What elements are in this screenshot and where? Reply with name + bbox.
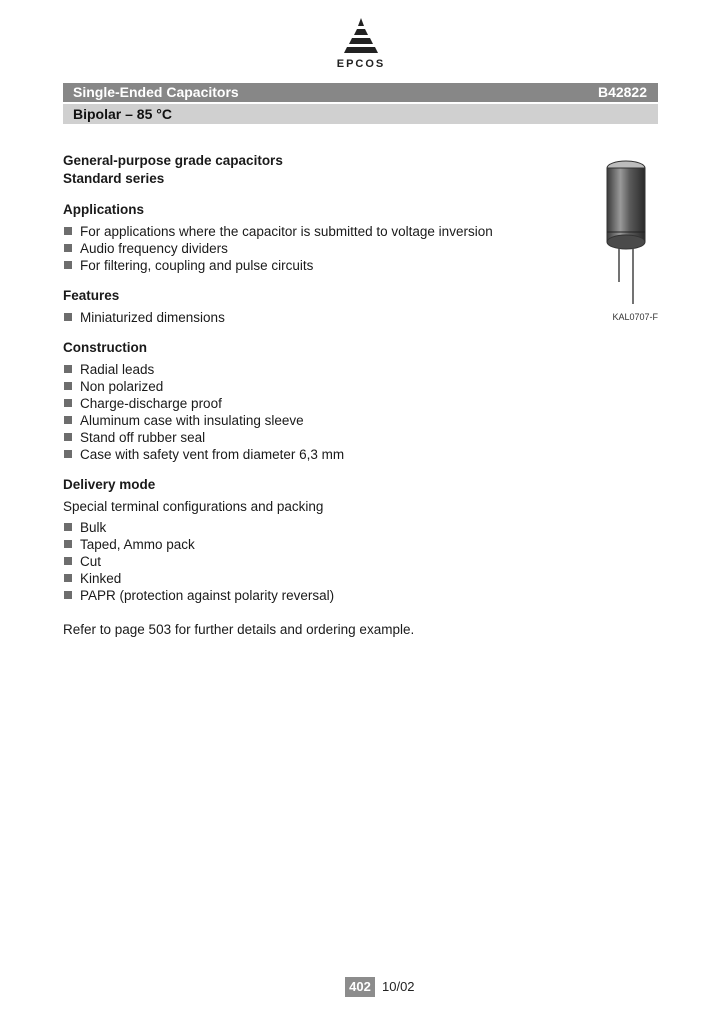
- brand-name: EPCOS: [336, 58, 386, 70]
- intro-line-2: Standard series: [63, 171, 165, 186]
- capacitor-icon: [606, 160, 656, 306]
- bullet-icon: [64, 591, 72, 599]
- intro-line-1: General-purpose grade capacitors: [63, 153, 283, 168]
- bullet-icon: [64, 433, 72, 441]
- delivery-list: [63, 519, 583, 604]
- features-heading: Features: [63, 288, 120, 303]
- bullet-icon: [64, 382, 72, 390]
- list-item: PAPR (protection against polarity reversal): [63, 587, 583, 604]
- capacitor-illustration: [606, 160, 656, 306]
- list-item: Non polarized: [63, 378, 583, 395]
- bullet-icon: [64, 313, 72, 321]
- bullet-icon: [64, 523, 72, 531]
- list-item: Audio frequency dividers: [63, 240, 583, 257]
- bullet-icon: [64, 557, 72, 565]
- figure-label: KAL0707-F: [612, 312, 658, 322]
- list-item: Charge-discharge proof: [63, 395, 583, 412]
- bullet-icon: [64, 540, 72, 548]
- page-date: 10/02: [382, 979, 415, 994]
- epcos-logo: [329, 16, 393, 72]
- applications-heading: Applications: [63, 202, 145, 217]
- list-item: Cut: [63, 553, 583, 570]
- bullet-icon: [64, 574, 72, 582]
- bullet-icon: [64, 244, 72, 252]
- list-item: Bulk: [63, 519, 583, 536]
- subtitle: Bipolar – 85 °C: [73, 106, 172, 122]
- list-item: Taped, Ammo pack: [63, 536, 583, 553]
- bullet-icon: [64, 450, 72, 458]
- subtitle-bar: [63, 104, 658, 124]
- construction-list: [63, 361, 583, 463]
- refer-text: Refer to page 503 for further details and ordering example.: [63, 622, 415, 637]
- list-item: Radial leads: [63, 361, 583, 378]
- page-number: 402: [345, 977, 375, 997]
- bullet-icon: [64, 227, 72, 235]
- delivery-text: Special terminal configurations and packing: [63, 499, 324, 514]
- applications-list: [63, 223, 583, 274]
- bullet-icon: [64, 365, 72, 373]
- bullet-icon: [64, 416, 72, 424]
- list-item: Stand off rubber seal: [63, 429, 583, 446]
- list-item: For filtering, coupling and pulse circuits: [63, 257, 583, 274]
- list-item: Kinked: [63, 570, 583, 587]
- bullet-icon: [64, 399, 72, 407]
- bullet-icon: [64, 261, 72, 269]
- delivery-heading: Delivery mode: [63, 477, 156, 492]
- features-list: [63, 309, 583, 326]
- category-title: Single-Ended Capacitors: [73, 84, 239, 100]
- epcos-logo-icon: [341, 16, 381, 56]
- part-number: B42822: [597, 84, 647, 100]
- list-item: Aluminum case with insulating sleeve: [63, 412, 583, 429]
- list-item: For applications where the capacitor is submitted to voltage inversion: [63, 223, 583, 240]
- main-content: [63, 152, 583, 638]
- header-bar: [63, 83, 658, 102]
- list-item: Miniaturized dimensions: [63, 309, 583, 326]
- list-item: Case with safety vent from diameter 6,3 mm: [63, 446, 583, 463]
- construction-heading: Construction: [63, 340, 147, 355]
